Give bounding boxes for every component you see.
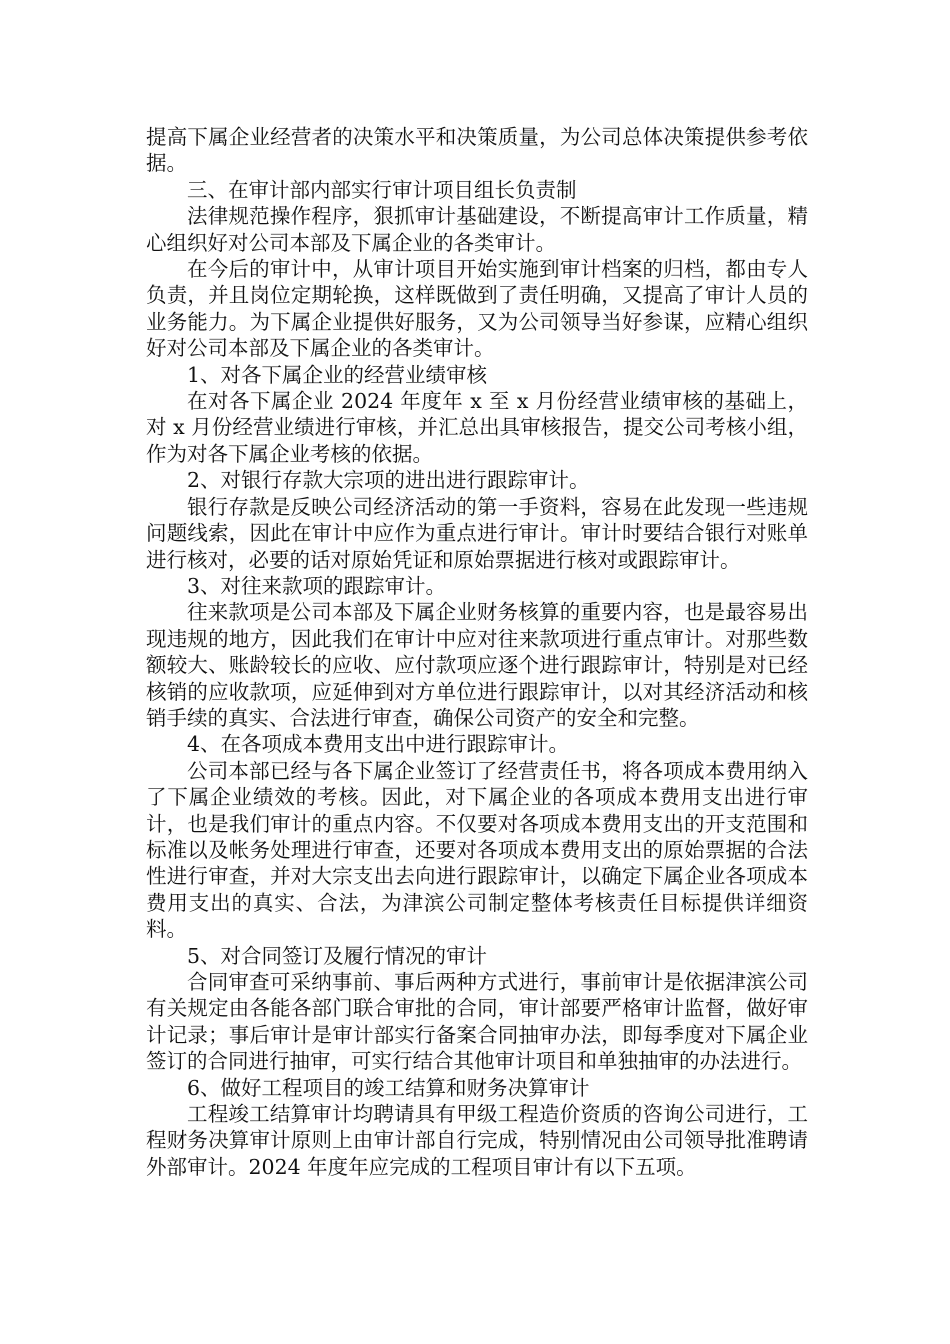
body-paragraph: 合同审查可采纳事前、事后两种方式进行，事前审计是依据津滨公司有关规定由各能各部门联合审批的合同，审计部要严格审计监督，做好审计记录；事后审计是审计部实行备案合同抽审办法，即每季度对下属企业签订的合同进行抽审，可实行结合其他审计项目和单独抽审的办法进行。 bbox=[146, 970, 808, 1074]
subsection-heading: 2、对银行存款大宗项的进出进行跟踪审计。 bbox=[187, 468, 590, 493]
subsection-heading: 1、对各下属企业的经营业绩审核 bbox=[187, 362, 488, 387]
subsection-heading: 5、对合同签订及履行情况的审计 bbox=[187, 943, 488, 968]
body-paragraph: 在今后的审计中，从审计项目开始实施到审计档案的归档，都由专人负责，并且岗位定期轮换，这样既做到了责任明确，又提高了审计人员的业务能力。为下属企业提供好服务，又为公司领导当好参谋，应精心组织好对公司本部及下属企业的各类审计。 bbox=[146, 257, 808, 361]
body-paragraph: 银行存款是反映公司经济活动的第一手资料，容易在此发现一些违规问题线索，因此在审计中应作为重点进行审计。审计时要结合银行对账单进行核对，必要的话对原始凭证和原始票据进行核对或跟踪审计。 bbox=[146, 494, 808, 572]
body-paragraph: 法律规范操作程序，狠抓审计基础建设，不断提高审计工作质量，精心组织好对公司本部及下属企业的各类审计。 bbox=[146, 204, 808, 255]
subsection-heading: 3、对往来款项的跟踪审计。 bbox=[187, 573, 447, 598]
body-paragraph: 在对各下属企业 2024 年度年 x 至 x 月份经营业绩审核的基础上，对 x 月份经营业绩进行审核，并汇总出具审核报告，提交公司考核小组，作为对各下属企业考核的依据。 bbox=[146, 389, 808, 466]
body-paragraph: 提高下属企业经营者的决策水平和决策质量，为公司总体决策提供参考依据。 bbox=[146, 125, 808, 176]
subsection-heading: 4、在各项成本费用支出中进行跟踪审计。 bbox=[187, 732, 570, 757]
subsection-heading: 6、做好工程项目的竣工结算和财务决算审计 bbox=[187, 1075, 590, 1100]
section-heading: 三、在审计部内部实行审计项目组长负责制 bbox=[187, 177, 577, 202]
body-paragraph: 往来款项是公司本部及下属企业财务核算的重要内容，也是最容易出现违规的地方，因此我们在审计中应对往来款项进行重点审计。对那些数额较大、账龄较长的应收、应付款项应逐个进行跟踪审计，特别是对已经核销的应收款项，应延伸到对方单位进行跟踪审计，以对其经济活动和核销手续的真实、合法进行审查，确保公司资产的安全和完整。 bbox=[146, 600, 808, 730]
document-page bbox=[146, 124, 808, 1180]
body-paragraph: 工程竣工结算审计均聘请具有甲级工程造价资质的咨询公司进行，工程财务决算审计原则上由审计部自行完成，特别情况由公司领导批准聘请外部审计。2024 年度年应完成的工程项目审计有以下五项。 bbox=[146, 1102, 808, 1179]
body-paragraph: 公司本部已经与各下属企业签订了经营责任书，将各项成本费用纳入了下属企业绩效的考核。因此，对下属企业的各项成本费用支出进行审计，也是我们审计的重点内容。不仅要对各项成本费用支出的开支范围和标准以及帐务处理进行审查，还要对各项成本费用支出的原始票据的合法性进行审查，并对大宗支出去向进行跟踪审计，以确定下属企业各项成本费用支出的真实、合法，为津滨公司制定整体考核责任目标提供详细资料。 bbox=[146, 758, 808, 942]
